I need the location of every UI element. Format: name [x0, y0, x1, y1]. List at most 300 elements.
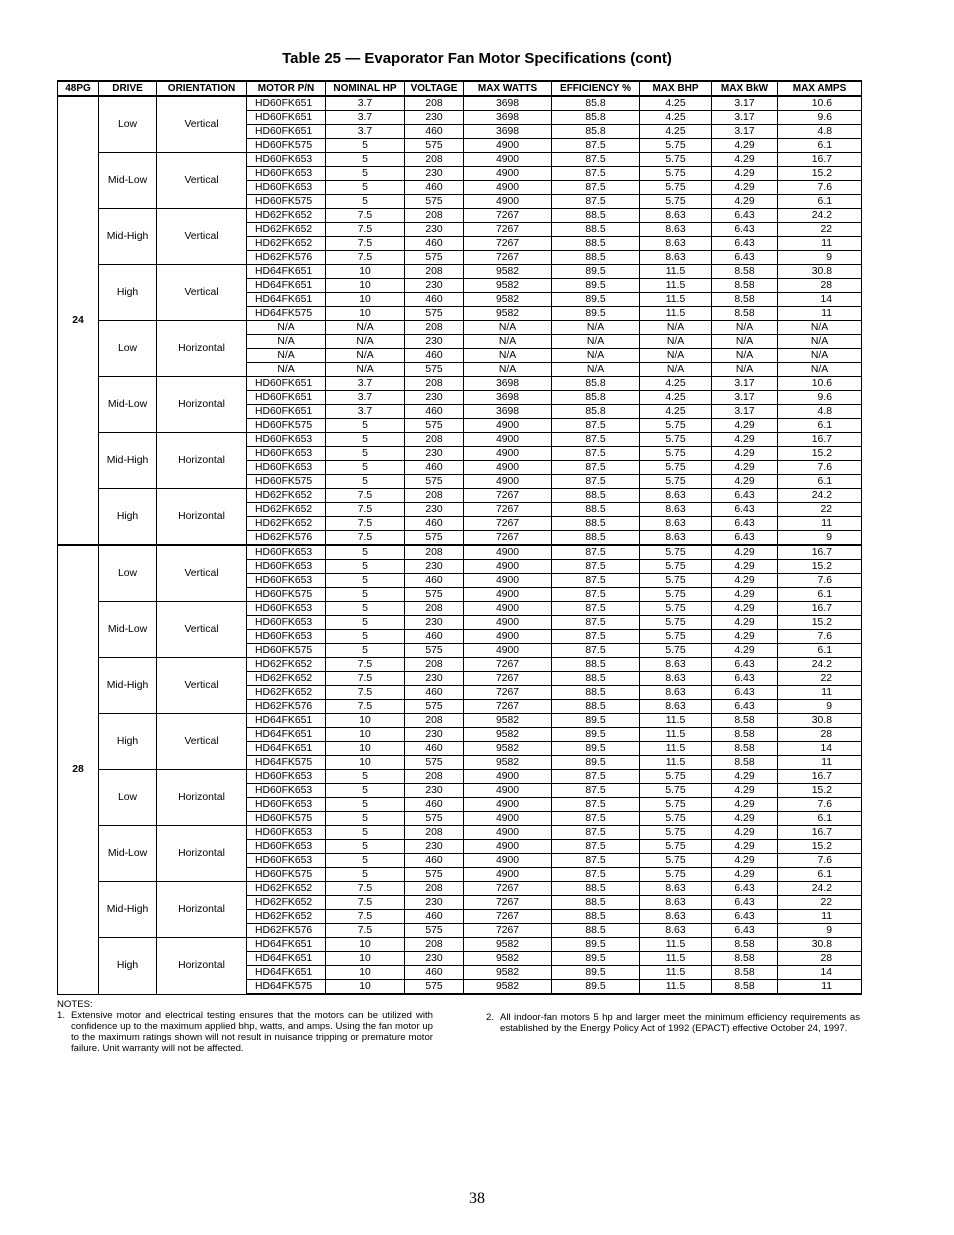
max-bkw-cell: 8.58 [712, 728, 778, 742]
max-bkw-cell: 8.58 [712, 279, 778, 293]
efficiency-cell: 87.5 [552, 153, 640, 167]
max-watts-cell: 4900 [464, 139, 552, 153]
motor-pn-cell: HD60FK653 [247, 181, 326, 195]
max-bhp-cell: 8.63 [640, 672, 712, 686]
efficiency-cell: 89.5 [552, 728, 640, 742]
motor-pn-cell: HD60FK653 [247, 630, 326, 644]
max-bkw-cell: 6.43 [712, 237, 778, 251]
max-watts-cell: 7267 [464, 686, 552, 700]
max-amps-cell: 7.6 [778, 630, 862, 644]
max-amps-cell: 15.2 [778, 840, 862, 854]
efficiency-cell: 88.5 [552, 503, 640, 517]
max-watts-cell: 4900 [464, 826, 552, 840]
max-amps-cell: 7.6 [778, 854, 862, 868]
max-watts-cell: 9582 [464, 756, 552, 770]
nominal-hp-cell: 5 [326, 602, 405, 616]
max-amps-cell: N/A [778, 363, 862, 377]
voltage-cell: 208 [405, 938, 464, 952]
max-amps-cell: 4.8 [778, 405, 862, 419]
motor-pn-cell: HD64FK651 [247, 279, 326, 293]
nominal-hp-cell: 10 [326, 307, 405, 321]
voltage-cell: 460 [405, 686, 464, 700]
max-bkw-cell: N/A [712, 349, 778, 363]
note-2 [486, 1012, 860, 1034]
max-watts-cell: N/A [464, 363, 552, 377]
nominal-hp-cell: 3.7 [326, 111, 405, 125]
max-bkw-cell: 6.43 [712, 503, 778, 517]
table-row [58, 489, 862, 503]
voltage-cell: 230 [405, 503, 464, 517]
nominal-hp-cell: 5 [326, 798, 405, 812]
max-amps-cell: 16.7 [778, 826, 862, 840]
nominal-hp-cell: 10 [326, 728, 405, 742]
max-watts-cell: 9582 [464, 265, 552, 279]
nominal-hp-cell: N/A [326, 349, 405, 363]
motor-pn-cell: HD64FK651 [247, 265, 326, 279]
max-amps-cell: 22 [778, 503, 862, 517]
motor-pn-cell: HD60FK653 [247, 840, 326, 854]
orientation-cell: Horizontal [157, 770, 247, 826]
voltage-cell: 460 [405, 574, 464, 588]
max-bkw-cell: 6.43 [712, 910, 778, 924]
motor-pn-cell: HD62FK576 [247, 924, 326, 938]
max-amps-cell: 9.6 [778, 391, 862, 405]
efficiency-cell: 87.5 [552, 854, 640, 868]
drive-cell: High [99, 265, 157, 321]
nominal-hp-cell: 10 [326, 756, 405, 770]
max-bhp-cell: 8.63 [640, 489, 712, 503]
max-bhp-cell: 5.75 [640, 826, 712, 840]
max-bkw-cell: N/A [712, 335, 778, 349]
page-number: 38 [469, 1190, 485, 1207]
voltage-cell: 208 [405, 882, 464, 896]
max-amps-cell: 6.1 [778, 588, 862, 602]
note-2-text: All indoor-fan motors 5 hp and larger meet the minimum efficiency requirements as established by the Energy Policy Act of 1992 (EPACT) effective October 24, 1997. [500, 1012, 860, 1034]
nominal-hp-cell: 5 [326, 616, 405, 630]
max-watts-cell: 7267 [464, 223, 552, 237]
orientation-cell: Horizontal [157, 377, 247, 433]
nominal-hp-cell: 7.5 [326, 489, 405, 503]
efficiency-cell: 87.5 [552, 826, 640, 840]
max-amps-cell: 22 [778, 672, 862, 686]
nominal-hp-cell: 5 [326, 630, 405, 644]
max-bhp-cell: 11.5 [640, 952, 712, 966]
max-watts-cell: 4900 [464, 798, 552, 812]
max-bkw-cell: 4.29 [712, 826, 778, 840]
max-watts-cell: 9582 [464, 293, 552, 307]
motor-pn-cell: HD64FK651 [247, 742, 326, 756]
motor-pn-cell: HD60FK653 [247, 574, 326, 588]
max-amps-cell: N/A [778, 335, 862, 349]
voltage-cell: 230 [405, 616, 464, 630]
motor-pn-cell: HD64FK651 [247, 952, 326, 966]
max-watts-cell: 3698 [464, 377, 552, 391]
drive-cell: Low [99, 96, 157, 153]
max-bkw-cell: 4.29 [712, 868, 778, 882]
column-header: DRIVE [99, 81, 157, 96]
orientation-cell: Horizontal [157, 826, 247, 882]
max-bkw-cell: 4.29 [712, 419, 778, 433]
max-watts-cell: 4900 [464, 461, 552, 475]
nominal-hp-cell: 5 [326, 153, 405, 167]
efficiency-cell: 88.5 [552, 658, 640, 672]
max-watts-cell: 4900 [464, 784, 552, 798]
efficiency-cell: 87.5 [552, 616, 640, 630]
max-amps-cell: 15.2 [778, 616, 862, 630]
efficiency-cell: 87.5 [552, 868, 640, 882]
max-bkw-cell: 6.43 [712, 517, 778, 531]
table-header-row [58, 81, 862, 96]
max-watts-cell: 9582 [464, 966, 552, 980]
max-amps-cell: 9 [778, 251, 862, 265]
voltage-cell: 208 [405, 321, 464, 335]
max-bkw-cell: 8.58 [712, 756, 778, 770]
efficiency-cell: 88.5 [552, 896, 640, 910]
max-amps-cell: 7.6 [778, 181, 862, 195]
max-watts-cell: 4900 [464, 644, 552, 658]
motor-pn-cell: HD60FK653 [247, 770, 326, 784]
orientation-cell: Vertical [157, 602, 247, 658]
max-bhp-cell: 11.5 [640, 728, 712, 742]
max-bhp-cell: 8.63 [640, 209, 712, 223]
max-amps-cell: 6.1 [778, 139, 862, 153]
efficiency-cell: 88.5 [552, 531, 640, 546]
max-bhp-cell: 5.75 [640, 854, 712, 868]
max-watts-cell: 4900 [464, 812, 552, 826]
voltage-cell: 230 [405, 560, 464, 574]
max-bkw-cell: 4.29 [712, 770, 778, 784]
efficiency-cell: N/A [552, 335, 640, 349]
max-amps-cell: 9 [778, 531, 862, 546]
efficiency-cell: 87.5 [552, 840, 640, 854]
max-bkw-cell: 4.29 [712, 588, 778, 602]
motor-pn-cell: HD62FK652 [247, 489, 326, 503]
max-bkw-cell: 4.29 [712, 616, 778, 630]
efficiency-cell: 87.5 [552, 812, 640, 826]
max-watts-cell: 4900 [464, 770, 552, 784]
max-amps-cell: 22 [778, 223, 862, 237]
max-bhp-cell: 11.5 [640, 742, 712, 756]
drive-cell: Mid-High [99, 433, 157, 489]
orientation-cell: Vertical [157, 96, 247, 153]
voltage-cell: 460 [405, 517, 464, 531]
drive-cell: Mid-High [99, 658, 157, 714]
nominal-hp-cell: 10 [326, 938, 405, 952]
max-watts-cell: 4900 [464, 616, 552, 630]
column-header: ORIENTATION [157, 81, 247, 96]
voltage-cell: 230 [405, 111, 464, 125]
motor-pn-cell: HD60FK575 [247, 588, 326, 602]
efficiency-cell: 88.5 [552, 882, 640, 896]
motor-pn-cell: HD60FK653 [247, 784, 326, 798]
efficiency-cell: 88.5 [552, 489, 640, 503]
max-watts-cell: 7267 [464, 209, 552, 223]
efficiency-cell: 85.8 [552, 377, 640, 391]
efficiency-cell: 88.5 [552, 209, 640, 223]
max-watts-cell: 4900 [464, 840, 552, 854]
max-bhp-cell: 5.75 [640, 545, 712, 560]
max-bkw-cell: 4.29 [712, 798, 778, 812]
max-bhp-cell: 5.75 [640, 602, 712, 616]
nominal-hp-cell: 5 [326, 195, 405, 209]
max-amps-cell: 16.7 [778, 545, 862, 560]
motor-pn-cell: HD60FK653 [247, 167, 326, 181]
efficiency-cell: 87.5 [552, 545, 640, 560]
motor-pn-cell: N/A [247, 349, 326, 363]
max-bkw-cell: 6.43 [712, 489, 778, 503]
motor-pn-cell: HD60FK575 [247, 868, 326, 882]
nominal-hp-cell: 7.5 [326, 910, 405, 924]
max-watts-cell: N/A [464, 335, 552, 349]
max-bkw-cell: 4.29 [712, 475, 778, 489]
max-bkw-cell: 4.29 [712, 153, 778, 167]
max-bhp-cell: 5.75 [640, 840, 712, 854]
nominal-hp-cell: 3.7 [326, 391, 405, 405]
column-header: 48PG [58, 81, 99, 96]
voltage-cell: 230 [405, 223, 464, 237]
max-bhp-cell: 11.5 [640, 265, 712, 279]
orientation-cell: Vertical [157, 714, 247, 770]
max-bkw-cell: 3.17 [712, 125, 778, 139]
max-bkw-cell: 6.43 [712, 924, 778, 938]
max-watts-cell: 7267 [464, 924, 552, 938]
voltage-cell: 575 [405, 700, 464, 714]
fan-motor-spec-table [57, 80, 862, 995]
nominal-hp-cell: 5 [326, 784, 405, 798]
table-row [58, 882, 862, 896]
max-bkw-cell: N/A [712, 321, 778, 335]
nominal-hp-cell: 10 [326, 279, 405, 293]
motor-pn-cell: HD60FK651 [247, 96, 326, 111]
max-amps-cell: 4.8 [778, 125, 862, 139]
nominal-hp-cell: 5 [326, 461, 405, 475]
nominal-hp-cell: 10 [326, 293, 405, 307]
motor-pn-cell: HD60FK653 [247, 826, 326, 840]
efficiency-cell: 87.5 [552, 419, 640, 433]
max-watts-cell: 9582 [464, 742, 552, 756]
max-watts-cell: 9582 [464, 307, 552, 321]
max-watts-cell: 7267 [464, 910, 552, 924]
max-watts-cell: 3698 [464, 111, 552, 125]
voltage-cell: 460 [405, 125, 464, 139]
nominal-hp-cell: N/A [326, 335, 405, 349]
voltage-cell: 230 [405, 896, 464, 910]
drive-cell: Mid-Low [99, 153, 157, 209]
efficiency-cell: 89.5 [552, 966, 640, 980]
efficiency-cell: 87.5 [552, 167, 640, 181]
efficiency-cell: 87.5 [552, 630, 640, 644]
max-bkw-cell: 3.17 [712, 405, 778, 419]
max-bkw-cell: 6.43 [712, 223, 778, 237]
max-amps-cell: 28 [778, 279, 862, 293]
motor-pn-cell: N/A [247, 363, 326, 377]
max-watts-cell: N/A [464, 349, 552, 363]
efficiency-cell: 87.5 [552, 195, 640, 209]
max-bhp-cell: 5.75 [640, 167, 712, 181]
max-bkw-cell: 8.58 [712, 307, 778, 321]
max-amps-cell: 15.2 [778, 784, 862, 798]
max-watts-cell: 4900 [464, 574, 552, 588]
nominal-hp-cell: 7.5 [326, 531, 405, 546]
max-amps-cell: 15.2 [778, 560, 862, 574]
voltage-cell: 208 [405, 658, 464, 672]
max-bhp-cell: 11.5 [640, 714, 712, 728]
max-watts-cell: 7267 [464, 251, 552, 265]
max-amps-cell: 15.2 [778, 167, 862, 181]
max-bhp-cell: 8.63 [640, 658, 712, 672]
max-bkw-cell: 8.58 [712, 742, 778, 756]
motor-pn-cell: HD62FK652 [247, 896, 326, 910]
max-bkw-cell: 4.29 [712, 167, 778, 181]
max-watts-cell: 4900 [464, 588, 552, 602]
max-bkw-cell: 4.29 [712, 447, 778, 461]
max-bhp-cell: 5.75 [640, 475, 712, 489]
max-amps-cell: 24.2 [778, 882, 862, 896]
nominal-hp-cell: 3.7 [326, 96, 405, 111]
voltage-cell: 208 [405, 489, 464, 503]
motor-pn-cell: HD64FK651 [247, 714, 326, 728]
drive-cell: Mid-Low [99, 826, 157, 882]
drive-cell: High [99, 714, 157, 770]
voltage-cell: 575 [405, 251, 464, 265]
column-header: MOTOR P/N [247, 81, 326, 96]
nominal-hp-cell: 5 [326, 167, 405, 181]
motor-pn-cell: HD62FK652 [247, 209, 326, 223]
max-watts-cell: 3698 [464, 391, 552, 405]
motor-pn-cell: HD64FK651 [247, 728, 326, 742]
voltage-cell: 460 [405, 293, 464, 307]
orientation-cell: Vertical [157, 545, 247, 602]
voltage-cell: 460 [405, 630, 464, 644]
max-bhp-cell: 8.63 [640, 910, 712, 924]
max-amps-cell: 14 [778, 293, 862, 307]
max-watts-cell: 7267 [464, 237, 552, 251]
max-bkw-cell: 4.29 [712, 812, 778, 826]
max-bkw-cell: 6.43 [712, 882, 778, 896]
efficiency-cell: 87.5 [552, 602, 640, 616]
drive-cell: High [99, 938, 157, 995]
voltage-cell: 208 [405, 96, 464, 111]
max-amps-cell: 16.7 [778, 770, 862, 784]
efficiency-cell: 87.5 [552, 181, 640, 195]
efficiency-cell: 87.5 [552, 433, 640, 447]
max-amps-cell: 10.6 [778, 96, 862, 111]
voltage-cell: 208 [405, 714, 464, 728]
motor-pn-cell: HD60FK653 [247, 447, 326, 461]
efficiency-cell: 85.8 [552, 391, 640, 405]
efficiency-cell: 89.5 [552, 742, 640, 756]
efficiency-cell: 85.8 [552, 111, 640, 125]
voltage-cell: 460 [405, 966, 464, 980]
max-watts-cell: 9582 [464, 279, 552, 293]
max-watts-cell: 7267 [464, 517, 552, 531]
drive-cell: Low [99, 545, 157, 602]
max-bhp-cell: 5.75 [640, 812, 712, 826]
motor-pn-cell: HD60FK653 [247, 153, 326, 167]
table-row [58, 602, 862, 616]
orientation-cell: Vertical [157, 658, 247, 714]
voltage-cell: 575 [405, 812, 464, 826]
nominal-hp-cell: 7.5 [326, 896, 405, 910]
voltage-cell: 230 [405, 447, 464, 461]
voltage-cell: 230 [405, 391, 464, 405]
max-watts-cell: 7267 [464, 489, 552, 503]
max-watts-cell: 7267 [464, 882, 552, 896]
max-bkw-cell: 6.43 [712, 658, 778, 672]
nominal-hp-cell: 10 [326, 265, 405, 279]
table-row [58, 714, 862, 728]
voltage-cell: 208 [405, 377, 464, 391]
nominal-hp-cell: 5 [326, 139, 405, 153]
motor-pn-cell: HD62FK652 [247, 237, 326, 251]
max-watts-cell: 4900 [464, 419, 552, 433]
max-bkw-cell: 8.58 [712, 265, 778, 279]
max-amps-cell: 24.2 [778, 489, 862, 503]
table-title: Table 25 — Evaporator Fan Motor Specifications (cont) [282, 50, 672, 67]
nominal-hp-cell: 7.5 [326, 517, 405, 531]
max-watts-cell: 4900 [464, 854, 552, 868]
voltage-cell: 575 [405, 924, 464, 938]
max-bhp-cell: 8.63 [640, 924, 712, 938]
max-bkw-cell: 8.58 [712, 714, 778, 728]
voltage-cell: 460 [405, 349, 464, 363]
nominal-hp-cell: 10 [326, 714, 405, 728]
max-amps-cell: N/A [778, 349, 862, 363]
column-header: MAX WATTS [464, 81, 552, 96]
table-row [58, 96, 862, 111]
max-bhp-cell: 8.63 [640, 251, 712, 265]
max-amps-cell: 16.7 [778, 602, 862, 616]
nominal-hp-cell: 10 [326, 742, 405, 756]
orientation-cell: Horizontal [157, 433, 247, 489]
voltage-cell: 460 [405, 910, 464, 924]
max-amps-cell: 16.7 [778, 153, 862, 167]
max-bkw-cell: 3.17 [712, 391, 778, 405]
nominal-hp-cell: 7.5 [326, 503, 405, 517]
motor-pn-cell: HD64FK651 [247, 966, 326, 980]
nominal-hp-cell: 5 [326, 181, 405, 195]
max-amps-cell: 6.1 [778, 868, 862, 882]
max-bhp-cell: 8.63 [640, 503, 712, 517]
max-amps-cell: 9 [778, 924, 862, 938]
max-watts-cell: 4900 [464, 630, 552, 644]
nominal-hp-cell: 3.7 [326, 405, 405, 419]
motor-pn-cell: HD64FK575 [247, 756, 326, 770]
max-watts-cell: 9582 [464, 952, 552, 966]
max-bkw-cell: 4.29 [712, 545, 778, 560]
max-bhp-cell: 5.75 [640, 616, 712, 630]
motor-pn-cell: N/A [247, 335, 326, 349]
max-bhp-cell: 5.75 [640, 433, 712, 447]
note-2-number: 2. [486, 1012, 495, 1023]
nominal-hp-cell: 7.5 [326, 700, 405, 714]
max-bhp-cell: 4.25 [640, 125, 712, 139]
max-watts-cell: 4900 [464, 181, 552, 195]
notes-right-column [486, 1012, 860, 1034]
table-row [58, 545, 862, 560]
voltage-cell: 575 [405, 588, 464, 602]
max-bkw-cell: 6.43 [712, 251, 778, 265]
efficiency-cell: 88.5 [552, 700, 640, 714]
max-bkw-cell: 4.29 [712, 433, 778, 447]
efficiency-cell: 88.5 [552, 672, 640, 686]
max-watts-cell: 4900 [464, 433, 552, 447]
orientation-cell: Vertical [157, 153, 247, 209]
motor-pn-cell: HD60FK651 [247, 111, 326, 125]
max-amps-cell: 14 [778, 742, 862, 756]
efficiency-cell: 88.5 [552, 517, 640, 531]
voltage-cell: 575 [405, 644, 464, 658]
